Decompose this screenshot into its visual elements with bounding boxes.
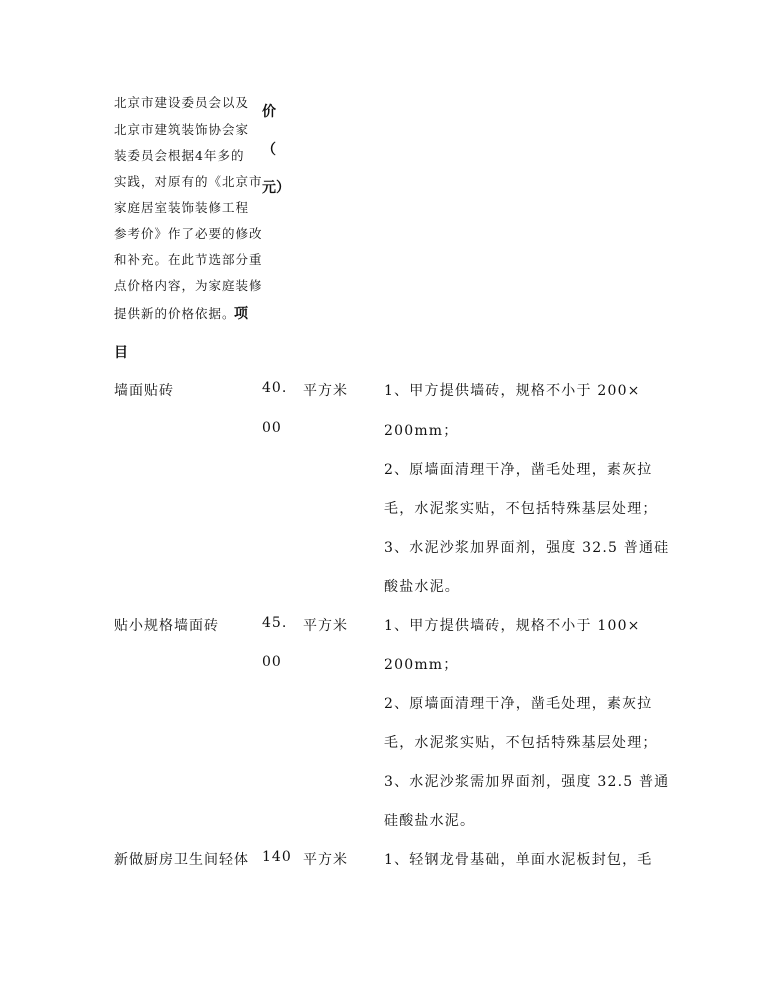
item-desc-line: 1、甲方提供墙砖，规格不小于 100× (384, 618, 641, 634)
item-price-cont: 00 (262, 420, 282, 436)
item-desc-line: 2、原墙面清理干净，凿毛处理，素灰拉 (384, 696, 653, 712)
item-desc-line: 酸盐水泥。 (384, 579, 460, 595)
header-price-part3: 元） (262, 180, 290, 196)
item-desc-line: 毛，水泥浆实贴，不包括特殊基层处理； (384, 501, 658, 517)
intro-line: 北京市建设委员会以及 (114, 95, 250, 110)
item-desc-line: 200mm； (384, 423, 459, 439)
item-price-cont: 00 (262, 654, 282, 670)
item-desc-line: 1、甲方提供墙砖，规格不小于 200× (384, 383, 641, 399)
header-price-part2: （ (262, 142, 276, 158)
intro-line: 提供新的价格依据。 (114, 306, 236, 321)
item-desc-line: 3、水泥沙浆加界面剂，强度 32.5 普通硅 (384, 540, 670, 556)
item-desc-line: 1、轻钢龙骨基础，单面水泥板封包，毛 (384, 852, 653, 868)
item-desc-line: 200mm； (384, 657, 459, 673)
intro-line: 和补充。在此节选部分重 (114, 252, 263, 267)
item-name: 贴小规格墙面砖 (114, 618, 219, 634)
item-price: 140 (262, 849, 292, 865)
intro-line: 点价格内容，为家庭装修 (114, 278, 263, 293)
item-unit: 平方米 (303, 383, 348, 399)
intro-line: 家庭居室装饰装修工程 (114, 200, 250, 215)
item-price: 45. (262, 615, 288, 631)
item-desc-line: 2、原墙面清理干净，凿毛处理，素灰拉 (384, 462, 653, 478)
item-desc-line: 硅酸盐水泥。 (384, 813, 476, 829)
item-name: 墙面贴砖 (114, 383, 174, 399)
header-project-part2: 目 (114, 345, 128, 361)
item-unit: 平方米 (303, 618, 348, 634)
intro-line: 实践，对原有的《北京市 (114, 174, 263, 189)
intro-line: 装委员会根据4年多的 (114, 148, 245, 163)
header-price-part1: 价 (262, 104, 276, 120)
item-desc-line: 毛，水泥浆实贴，不包括特殊基层处理； (384, 735, 658, 751)
intro-line: 参考价》作了必要的修改 (114, 226, 263, 241)
intro-line: 北京市建筑装饰协会家 (114, 122, 250, 137)
header-project-part1: 项 (234, 306, 248, 322)
item-unit: 平方米 (303, 852, 348, 868)
item-name: 新做厨房卫生间轻体 (114, 852, 249, 868)
item-desc-line: 3、水泥沙浆需加界面剂，强度 32.5 普通 (384, 774, 670, 790)
item-price: 40. (262, 380, 288, 396)
